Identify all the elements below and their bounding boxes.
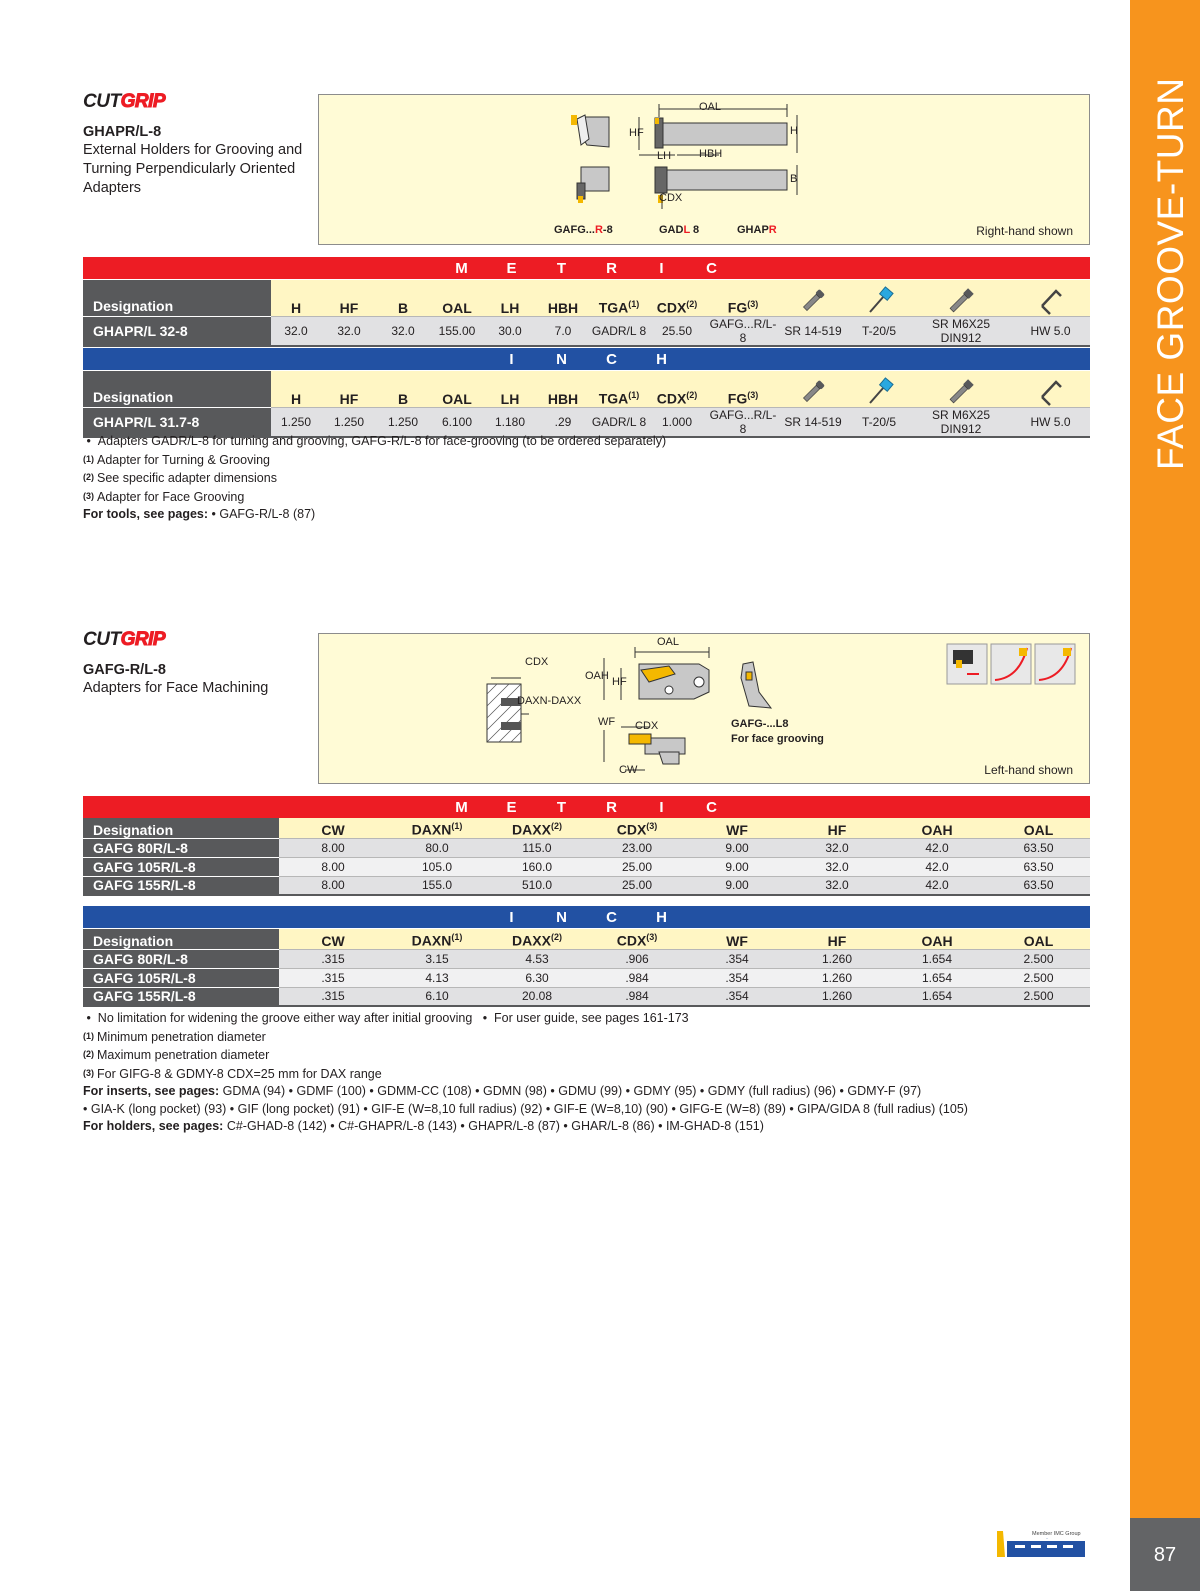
cell-screw: SR 14-519: [779, 316, 847, 346]
cell-oal: 2.500: [987, 987, 1090, 1006]
cell-cap-screw: SR M6X25 DIN912: [911, 316, 1011, 346]
cell-hf: 32.0: [787, 838, 887, 857]
cell-oal: 6.100: [429, 407, 485, 437]
screw-icon: [779, 371, 847, 407]
col-daxn: DAXN$^{(1)}$: [387, 929, 487, 949]
cell-h: 32.0: [271, 316, 321, 346]
cell-oal: 63.50: [987, 857, 1090, 876]
cell-key: T-20/5: [847, 316, 911, 346]
holder-diagram: [318, 94, 1090, 245]
col-designation: Designation: [83, 371, 271, 407]
col-hbh: HBH: [535, 371, 591, 407]
cell-cw: .315: [279, 968, 387, 987]
cell-hbh: 7.0: [535, 316, 591, 346]
col-oal: OAL: [987, 818, 1090, 838]
holder-inch-table: [83, 371, 1090, 438]
cell-hf: 1.260: [787, 987, 887, 1006]
cell-daxn: 155.0: [387, 876, 487, 895]
dim-h: H: [790, 125, 798, 137]
cell-hf: 32.0: [787, 857, 887, 876]
cell-cdx: .984: [587, 987, 687, 1006]
hex-wrench-icon: [1011, 371, 1090, 407]
cap-screw-icon: [911, 371, 1011, 407]
table-row: [83, 857, 1090, 876]
col-oah: OAH: [887, 929, 987, 949]
cutgrip-logo: CUTGRIP: [83, 91, 166, 112]
label-face-adapter: GAFG-...L8: [731, 718, 789, 730]
col-designation: Designation: [83, 929, 279, 949]
cell-daxn: 80.0: [387, 838, 487, 857]
cell-wf: .354: [687, 968, 787, 987]
page-number-box: [1130, 1518, 1200, 1591]
col-b: B: [377, 280, 429, 316]
inch-band: [83, 906, 1090, 928]
col-cdx: CDX$^{(3)}$: [587, 929, 687, 949]
cell-cdx: .906: [587, 949, 687, 968]
dim-cw: CW: [619, 764, 638, 776]
holder-drawing: [319, 95, 1091, 246]
dim-oal: OAL: [657, 636, 680, 648]
product-code: GAFG-R/L-8: [83, 662, 166, 678]
note-bullets: • No limitation for widening the groove either way after initial grooving • For user guide, see pages 161-173: [83, 1011, 689, 1025]
cell-cw: .315: [279, 949, 387, 968]
cell-oah: 42.0: [887, 876, 987, 895]
label-gafg: GAFG...R-8: [554, 224, 613, 236]
product-code: GHAPR/L-8: [83, 124, 162, 140]
dim-cdx-side: CDX: [635, 720, 659, 732]
cell-fg: GAFG...R/L-8: [707, 316, 779, 346]
cell-hf: 32.0: [787, 876, 887, 895]
iscar-logo: [995, 1527, 1089, 1561]
dim-oah: OAH: [585, 670, 609, 682]
col-wf: WF: [687, 818, 787, 838]
cell-b: 32.0: [377, 316, 429, 346]
cell-oal: 2.500: [987, 949, 1090, 968]
inch-band-letters: I N C H: [509, 909, 667, 926]
cell-daxn: 3.15: [387, 949, 487, 968]
cell-daxn: 4.13: [387, 968, 487, 987]
cell-h: 1.250: [271, 407, 321, 437]
note-1: (1) Adapter for Turning & Grooving: [83, 452, 271, 467]
cell-oah: 1.654: [887, 968, 987, 987]
note-2: (2) Maximum penetration diameter: [83, 1048, 270, 1062]
col-h: H: [271, 371, 321, 407]
cell-wf: 9.00: [687, 857, 787, 876]
dim-lh: LH: [657, 150, 672, 162]
col-daxx: DAXX$^{(2)}$: [487, 818, 587, 838]
table-row: [83, 987, 1090, 1006]
cell-cdx: 25.50: [647, 316, 707, 346]
col-fg: FG$^{(3)}$: [707, 371, 779, 407]
col-wf: WF: [687, 929, 787, 949]
col-cw: CW: [279, 929, 387, 949]
cell-wf: .354: [687, 987, 787, 1006]
metric-band-letters: M E T R I C: [455, 799, 717, 816]
inch-band: [83, 348, 1090, 370]
cell-lh: 1.180: [485, 407, 535, 437]
dim-cdx: CDX: [525, 656, 549, 668]
page-number: 87: [1153, 1544, 1177, 1566]
torx-key-icon: [847, 371, 911, 407]
col-oal: OAL: [429, 371, 485, 407]
col-h: H: [271, 280, 321, 316]
cell-daxx: 20.08: [487, 987, 587, 1006]
col-hf: HF: [321, 280, 377, 316]
col-lh: LH: [485, 280, 535, 316]
cell-cdx: 1.000: [647, 407, 707, 437]
cell-wrench: HW 5.0: [1011, 316, 1090, 346]
cell-cw: .315: [279, 987, 387, 1006]
note-3: (3) For GIFG-8 & GDMY-8 CDX=25 mm for DAX range: [83, 1066, 382, 1081]
row-designation: GHAPR/L 32-8: [83, 316, 271, 346]
cell-daxx: 6.30: [487, 968, 587, 987]
inch-band-letters: I N C H: [509, 351, 667, 368]
col-designation: Designation: [83, 280, 271, 316]
cell-cdx: 25.00: [587, 857, 687, 876]
cell-fg: GAFG...R/L-8: [707, 407, 779, 437]
col-b: B: [377, 371, 429, 407]
row-designation: GAFG 105R/L-8: [83, 968, 279, 987]
row-designation: GAFG 155R/L-8: [83, 876, 279, 895]
cell-tga: GADR/L 8: [591, 407, 647, 437]
cell-oal: 63.50: [987, 838, 1090, 857]
cell-hf: 1.260: [787, 949, 887, 968]
row-designation: GHAPR/L 31.7-8: [83, 407, 271, 437]
cell-oah: 1.654: [887, 987, 987, 1006]
cell-wf: .354: [687, 949, 787, 968]
cell-lh: 30.0: [485, 316, 535, 346]
row-designation: GAFG 80R/L-8: [83, 949, 279, 968]
dim-wf: WF: [598, 716, 616, 728]
cell-wf: 9.00: [687, 876, 787, 895]
cell-oah: 42.0: [887, 838, 987, 857]
col-oah: OAH: [887, 818, 987, 838]
cutgrip-logo: CUTGRIP: [83, 629, 166, 650]
col-designation: Designation: [83, 818, 279, 838]
col-tga: TGA$^{(1)}$: [591, 280, 647, 316]
col-daxx: DAXX$^{(2)}$: [487, 929, 587, 949]
cell-oal: 63.50: [987, 876, 1090, 895]
col-fg: FG$^{(3)}$: [707, 280, 779, 316]
cell-hbh: .29: [535, 407, 591, 437]
cell-oal: 155.00: [429, 316, 485, 346]
dim-daxn-daxx: DAXN-DAXX: [517, 695, 582, 707]
cell-daxn: 6.10: [387, 987, 487, 1006]
label-ghap: GHAPR: [737, 224, 777, 236]
inserts-ref: For inserts, see pages: GDMA (94) • GDMF (100) • GDMM-CC (108) • GDMN (98) • GDMU (99) • GDMY (95) • GDMY (full radius) (96) • GDMY-F (97): [83, 1084, 922, 1098]
cell-cdx: 23.00: [587, 838, 687, 857]
logo-tagline: Member IMC Group: [1032, 1531, 1081, 1537]
product-description: External Holders for Grooving and Turning Perpendicularly Oriented Adapters: [83, 142, 303, 196]
hand-note: Left-hand shown: [984, 763, 1073, 777]
col-oal: OAL: [987, 929, 1090, 949]
adapter-inch-table: [83, 929, 1090, 1007]
section1-notes: [83, 433, 666, 524]
cell-hf: 32.0: [321, 316, 377, 346]
cell-cw: 8.00: [279, 857, 387, 876]
cell-oal: 2.500: [987, 968, 1090, 987]
side-title: FACE GROOVE-TURN: [1150, 77, 1191, 470]
row-designation: GAFG 80R/L-8: [83, 838, 279, 857]
col-oal: OAL: [429, 280, 485, 316]
cell-hf: 1.250: [321, 407, 377, 437]
col-hf: HF: [321, 371, 377, 407]
col-lh: LH: [485, 371, 535, 407]
col-hf: HF: [787, 818, 887, 838]
note-3: (3) Adapter for Face Grooving: [83, 489, 245, 504]
screw-icon: [779, 280, 847, 316]
table-row: [83, 838, 1090, 857]
row-designation: GAFG 155R/L-8: [83, 987, 279, 1006]
col-daxn: DAXN$^{(1)}$: [387, 818, 487, 838]
cell-daxn: 105.0: [387, 857, 487, 876]
cell-b: 1.250: [377, 407, 429, 437]
cell-wrench: HW 5.0: [1011, 407, 1090, 437]
adapter-drawing: [319, 634, 1091, 785]
inserts-ref-cont: • GIA-K (long pocket) (93) • GIF (long pocket) (91) • GIF-E (W=8,10 full radius) (92) • GIF-E (W=8,10) (90) • GIFG-E (W=8) (89) • GIPA/GIDA 8 (full radius) (105): [83, 1101, 968, 1116]
table-row: [83, 949, 1090, 968]
svg-text:iscar: iscar: [1046, 1539, 1049, 1540]
col-cdx: CDX$^{(2)}$: [647, 371, 707, 407]
cell-screw: SR 14-519: [779, 407, 847, 437]
col-cw: CW: [279, 818, 387, 838]
cell-cw: 8.00: [279, 876, 387, 895]
dim-cdx: CDX: [659, 192, 683, 204]
holders-ref: For holders, see pages: C#-GHAD-8 (142) • C#-GHAPR/L-8 (143) • GHAPR/L-8 (87) • GHAR/L-8 (86) • IM-GHAD-8 (151): [83, 1119, 764, 1133]
section2-notes: [83, 1010, 968, 1136]
cell-wf: 9.00: [687, 838, 787, 857]
cell-hf: 1.260: [787, 968, 887, 987]
cell-key: T-20/5: [847, 407, 911, 437]
note-bullet: • Adapters GADR/L-8 for turning and grooving, GAFG-R/L-8 for face-grooving (to be ordered separately): [83, 434, 667, 448]
col-cdx: CDX$^{(3)}$: [587, 818, 687, 838]
dim-hbh: HBH: [699, 148, 723, 160]
adapter-diagram: [318, 633, 1090, 784]
dim-b: B: [790, 173, 798, 185]
dim-hf: HF: [629, 127, 644, 139]
label-face-grooving: For face grooving: [731, 733, 824, 745]
col-tga: TGA$^{(1)}$: [591, 371, 647, 407]
metric-band: [83, 796, 1090, 818]
metric-band: [83, 257, 1090, 279]
cap-screw-icon: [911, 280, 1011, 316]
tools-ref: For tools, see pages: • GAFG-R/L-8 (87): [83, 507, 316, 521]
note-1: (1) Minimum penetration diameter: [83, 1029, 266, 1044]
note-2: (2) See specific adapter dimensions: [83, 471, 277, 485]
row-designation: GAFG 105R/L-8: [83, 857, 279, 876]
dim-hf: HF: [612, 676, 627, 688]
metric-band-letters: M E T R I C: [455, 260, 717, 277]
hex-wrench-icon: [1011, 280, 1090, 316]
holder-metric-table: [83, 280, 1090, 347]
cell-tga: GADR/L 8: [591, 316, 647, 346]
product-description: Adapters for Face Machining: [83, 680, 269, 696]
dim-oal: OAL: [699, 101, 722, 113]
col-hf: HF: [787, 929, 887, 949]
label-gad: GADL 8: [659, 224, 700, 236]
cell-cdx: 25.00: [587, 876, 687, 895]
cell-daxx: 4.53: [487, 949, 587, 968]
table-row: [83, 968, 1090, 987]
cell-daxx: 160.0: [487, 857, 587, 876]
hand-note: Right-hand shown: [976, 224, 1073, 238]
cell-daxx: 510.0: [487, 876, 587, 895]
cell-cap-screw: SR M6X25 DIN912: [911, 407, 1011, 437]
torx-key-icon: [847, 280, 911, 316]
cell-oah: 42.0: [887, 857, 987, 876]
col-hbh: HBH: [535, 280, 591, 316]
table-row: [83, 876, 1090, 895]
cell-daxx: 115.0: [487, 838, 587, 857]
cell-cdx: .984: [587, 968, 687, 987]
cell-cw: 8.00: [279, 838, 387, 857]
adapter-metric-table: [83, 818, 1090, 896]
col-cdx: CDX$^{(2)}$: [647, 280, 707, 316]
cell-oah: 1.654: [887, 949, 987, 968]
